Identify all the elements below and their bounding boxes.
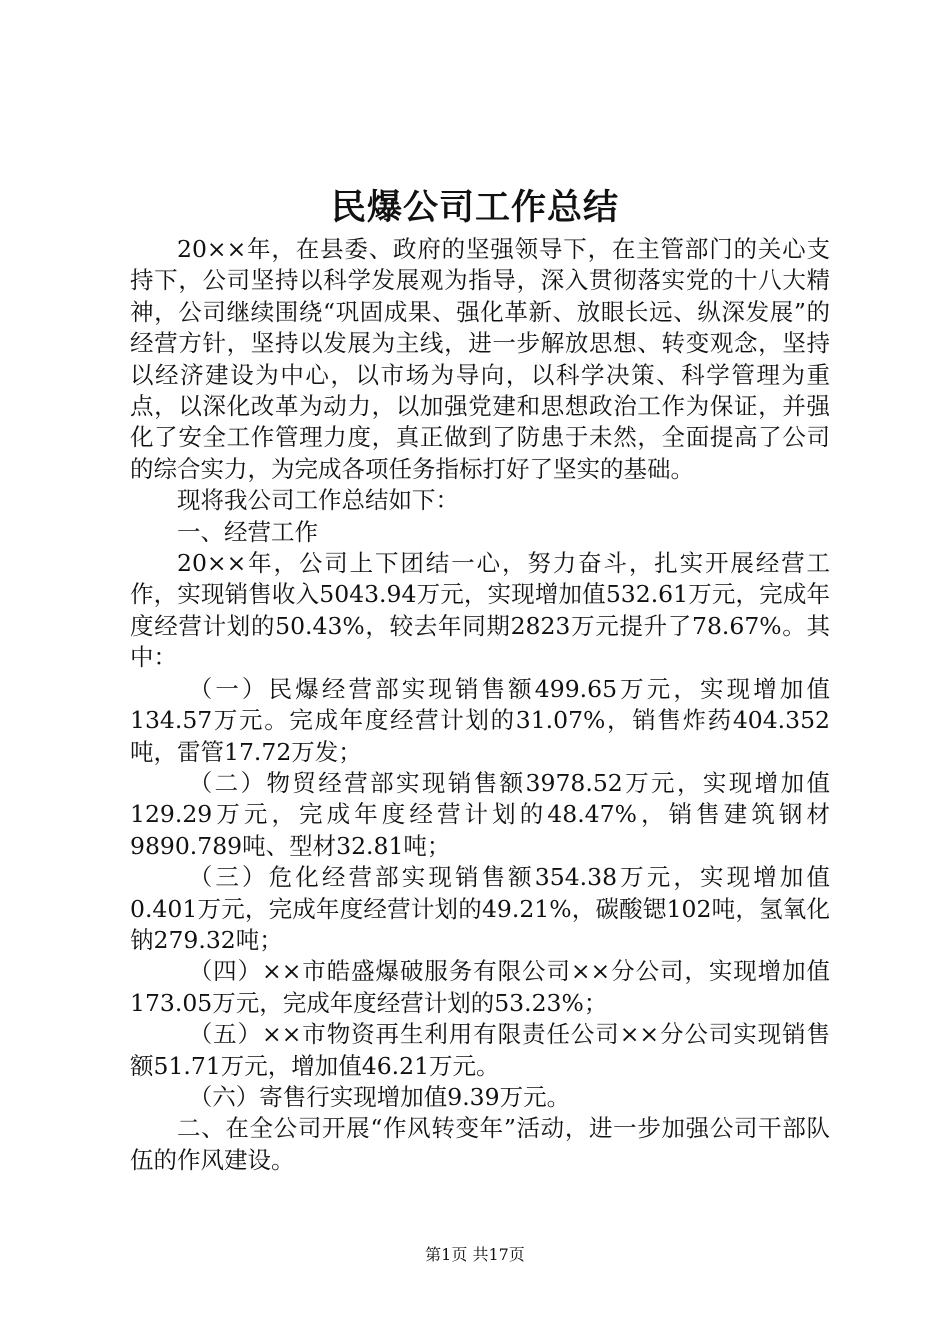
section-heading-conduct: 二、在全公司开展“作风转变年”活动，进一步加强公司干部队伍的作风建设。	[130, 1114, 830, 1174]
paragraph-summary-lead: 现将我公司工作总结如下：	[177, 486, 459, 515]
paragraph-intro: 20××年，在县委、政府的坚强领导下，在主管部门的关心支持下，公司坚持以科学发展观为指导，深入贯彻落实党的十八大精神，公司继续围绕“巩固成果、强化革新、放眼长远、纵深发展”的经营方针，坚持以发展为主线，进一步解放思想、转变观念，坚持以经济建设为中心，以市场为导向，以科学决策、科学管理为重点，以深化改革为动力，以加强党建和思想政治工作为保证，并强化了安全工作管理力度，真正做到了防患于未然，全面提高了公司的综合实力，为完成各项任务指标打好了坚实的基础。	[130, 235, 830, 483]
list-item-chemicals-dept: （三）危化经营部实现销售额354.38万元，实现增加值0.401万元，完成年度经营计划的49.21%，碳酸锶102吨，氢氧化钠279.32吨；	[130, 863, 830, 954]
section-heading-operations: 一、经营工作	[177, 517, 318, 546]
list-item-recycling-branch: （五）××市物资再生利用有限责任公司××分公司实现销售额51.71万元，增加值46.21万元。	[130, 1020, 830, 1080]
list-item-consignment: （六）寄售行实现增加值9.39万元。	[188, 1082, 571, 1111]
page-number: 第1页 共17页	[425, 1245, 525, 1264]
document-body	[130, 234, 830, 1176]
document-title: 民爆公司工作总结	[330, 187, 619, 228]
list-item-explosives-dept: （一）民爆经营部实现销售额499.65万元，实现增加值134.57万元。完成年度经营计划的31.07%，销售炸药404.352吨，雷管17.72万发；	[130, 674, 830, 766]
paragraph-operations: 20××年，公司上下团结一心，努力奋斗，扎实开展经营工作，实现销售收入5043.94万元，实现增加值532.61万元，完成年度经营计划的50.43%，较去年同期2823万元提升了78.67%。其中：	[130, 549, 830, 672]
list-item-blasting-branch: （四）××市皓盛爆破服务有限公司××分公司，实现增加值173.05万元，完成年度经营计划的53.23%；	[130, 957, 830, 1017]
list-item-trade-dept: （二）物贸经营部实现销售额3978.52万元，实现增加值129.29万元，完成年度经营计划的48.47%，销售建筑钢材9890.789吨、型材32.81吨；	[130, 768, 830, 860]
